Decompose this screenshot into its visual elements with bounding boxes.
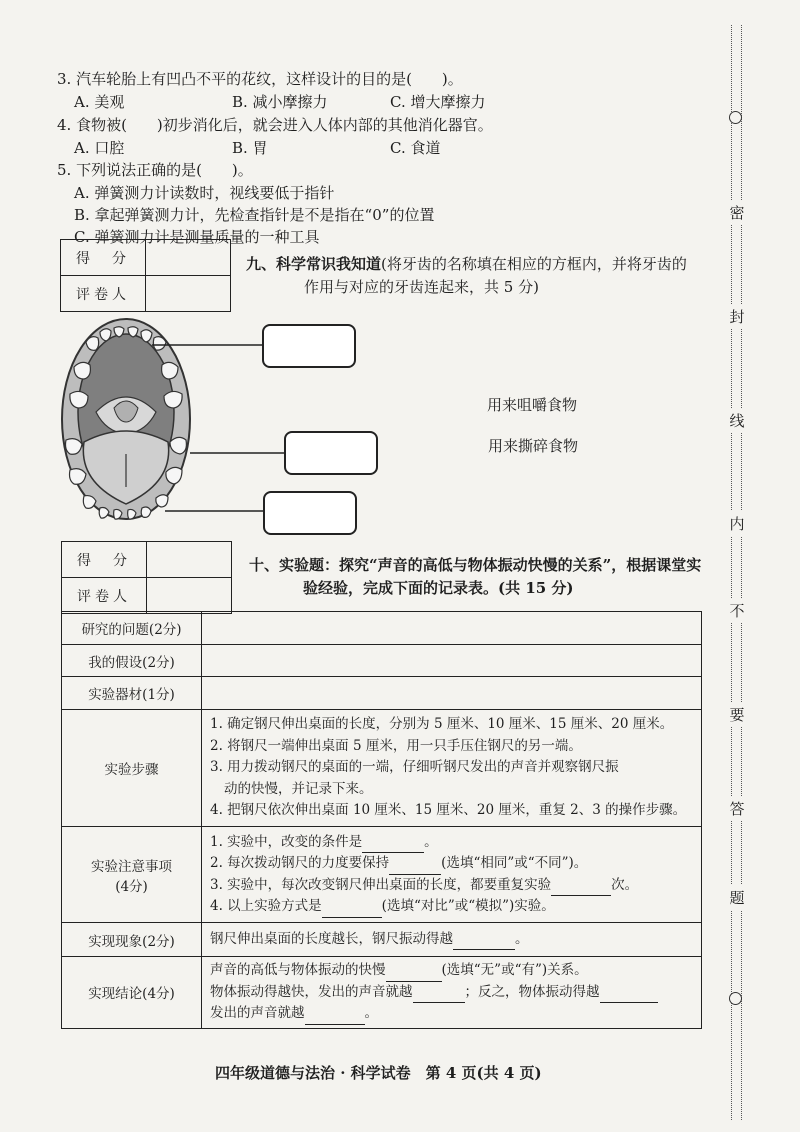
margin-char-2: 封	[728, 304, 746, 329]
notes-label: 实验注意事项	[91, 858, 172, 875]
grader-label: 评卷人	[62, 578, 147, 614]
section10-title-line2: 验经验，完成下面的记录表。(共 15 分)	[303, 579, 574, 597]
q4-option-a: A. 口腔	[74, 139, 125, 157]
score-label: 得 分	[61, 240, 146, 276]
section9-instruction: 作用与对应的牙齿连起来，共 5 分)	[304, 278, 539, 296]
blank-8[interactable]	[600, 986, 658, 1003]
step-4: 4. 把钢尺依次伸出桌面 10 厘米、15 厘米、20 厘米，重复 2、3 的操作步骤。	[210, 802, 687, 819]
blank-7[interactable]	[413, 986, 465, 1003]
note-1: 1. 实验中，改变的条件是 。	[210, 832, 693, 854]
score-field[interactable]	[146, 240, 231, 276]
conclusion-3: 发出的声音就越 。	[210, 1003, 693, 1025]
q4-option-b: B. 胃	[232, 139, 268, 157]
function-tear: 用来撕碎食物	[488, 437, 579, 455]
margin-char-5: 不	[728, 598, 746, 623]
note-3: 3. 实验中，每次改变钢尺伸出桌面的长度，都要重复实验 次。	[210, 875, 693, 897]
row-notes	[62, 827, 202, 923]
q5-option-c: C. 弹簧测力计是测量质量的一种工具	[74, 228, 320, 246]
binding-hole-bottom	[729, 992, 742, 1005]
notes-score: (4分)	[115, 878, 148, 895]
binding-line-inner	[741, 25, 742, 1120]
blank-1[interactable]	[362, 836, 424, 853]
equipment-field[interactable]	[202, 677, 702, 710]
margin-char-7: 答	[728, 796, 746, 821]
score-field[interactable]	[147, 542, 232, 578]
steps-cell	[202, 710, 702, 827]
score-box-9	[60, 239, 231, 312]
q5-text: 5. 下列说法正确的是( )。	[57, 161, 253, 179]
blank-2[interactable]	[389, 858, 441, 875]
q3-option-a: A. 美观	[74, 93, 125, 111]
hypothesis-field[interactable]	[202, 645, 702, 677]
row-steps: 实验步骤	[62, 710, 202, 827]
function-chew: 用来咀嚼食物	[487, 396, 578, 414]
binding-line	[731, 25, 732, 1120]
page-footer: 四年级道德与法治 · 科学试卷 第 4 页(共 4 页)	[215, 1064, 542, 1082]
blank-5[interactable]	[453, 933, 515, 950]
binding-hole-top	[729, 111, 742, 124]
note-4: 4. 以上实验方式是 (选填“对比”或“模拟”)实验。	[210, 896, 693, 918]
q5-option-b: B. 拿起弹簧测力计，先检查指针是不是指在“0”的位置	[74, 206, 435, 224]
grader-field[interactable]	[147, 578, 232, 614]
note-2: 2. 每次拨动钢尺的力度要保持 (选填“相同”或“不同”)。	[210, 853, 693, 875]
record-table	[61, 611, 702, 1029]
phenomenon-cell: 钢尺伸出桌面的长度越长，钢尺振动得越 。	[202, 923, 702, 957]
margin-char-1: 密	[728, 200, 746, 225]
q4-text: 4. 食物被( )初步消化后，就会进入人体内部的其他消化器官。	[57, 116, 493, 134]
q3-text: 3. 汽车轮胎上有凹凸不平的花纹，这样设计的目的是( )。	[57, 70, 463, 88]
margin-char-4: 内	[728, 511, 746, 536]
conclusion-cell	[202, 957, 702, 1029]
notes-cell	[202, 827, 702, 923]
score-label: 得 分	[62, 542, 147, 578]
research-question-field[interactable]	[202, 612, 702, 645]
margin-char-8: 题	[728, 885, 746, 910]
blank-9[interactable]	[305, 1008, 365, 1025]
conclusion-2: 物体振动得越快，发出的声音就越 ；反之，物体振动得越	[210, 982, 693, 1004]
margin-char-6: 要	[728, 702, 746, 727]
row-equipment: 实验器材(1分)	[62, 677, 202, 710]
section10-title: 十、实验题：探究“声音的高低与物体振动快慢的关系”，根据课堂实	[249, 556, 702, 574]
blank-6[interactable]	[386, 965, 442, 982]
tooth-name-box-2[interactable]	[284, 431, 378, 475]
q3-option-c: C. 增大摩擦力	[390, 93, 486, 111]
row-phenomenon: 实现现象(2分)	[62, 923, 202, 957]
blank-4[interactable]	[322, 901, 382, 918]
section9-title: 九、科学常识我知道(将牙齿的名称填在相应的方框内，并将牙齿的	[246, 255, 687, 273]
q4-option-c: C. 食道	[390, 139, 441, 157]
step-2: 2. 将钢尺一端伸出桌面 5 厘米，用一只手压住钢尺的另一端。	[210, 737, 582, 754]
conclusion-1: 声音的高低与物体振动的快慢 (选填“无”或“有”)关系。	[210, 960, 693, 982]
q3-option-b: B. 减小摩擦力	[232, 93, 328, 111]
tooth-name-box-3[interactable]	[263, 491, 357, 535]
step-3-cont: 动的快慢，并记录下来。	[224, 780, 373, 797]
grader-label: 评卷人	[61, 276, 146, 312]
margin-char-3: 线	[728, 408, 746, 433]
q5-option-a: A. 弹簧测力计读数时，视线要低于指针	[74, 184, 335, 202]
step-3: 3. 用力拨动钢尺的桌面的一端，仔细听钢尺发出的声音并观察钢尺振	[210, 759, 619, 776]
score-box-10	[61, 541, 232, 614]
teeth-diagram	[56, 312, 196, 527]
row-conclusion: 实现结论(4分)	[62, 957, 202, 1029]
row-research-question: 研究的问题(2分)	[62, 612, 202, 645]
row-hypothesis: 我的假设(2分)	[62, 645, 202, 677]
blank-3[interactable]	[551, 879, 611, 896]
tooth-name-box-1[interactable]	[262, 324, 356, 368]
step-1: 1. 确定钢尺伸出桌面的长度，分别为 5 厘米、10 厘米、15 厘米、20 厘米。	[210, 716, 674, 733]
grader-field[interactable]	[146, 276, 231, 312]
